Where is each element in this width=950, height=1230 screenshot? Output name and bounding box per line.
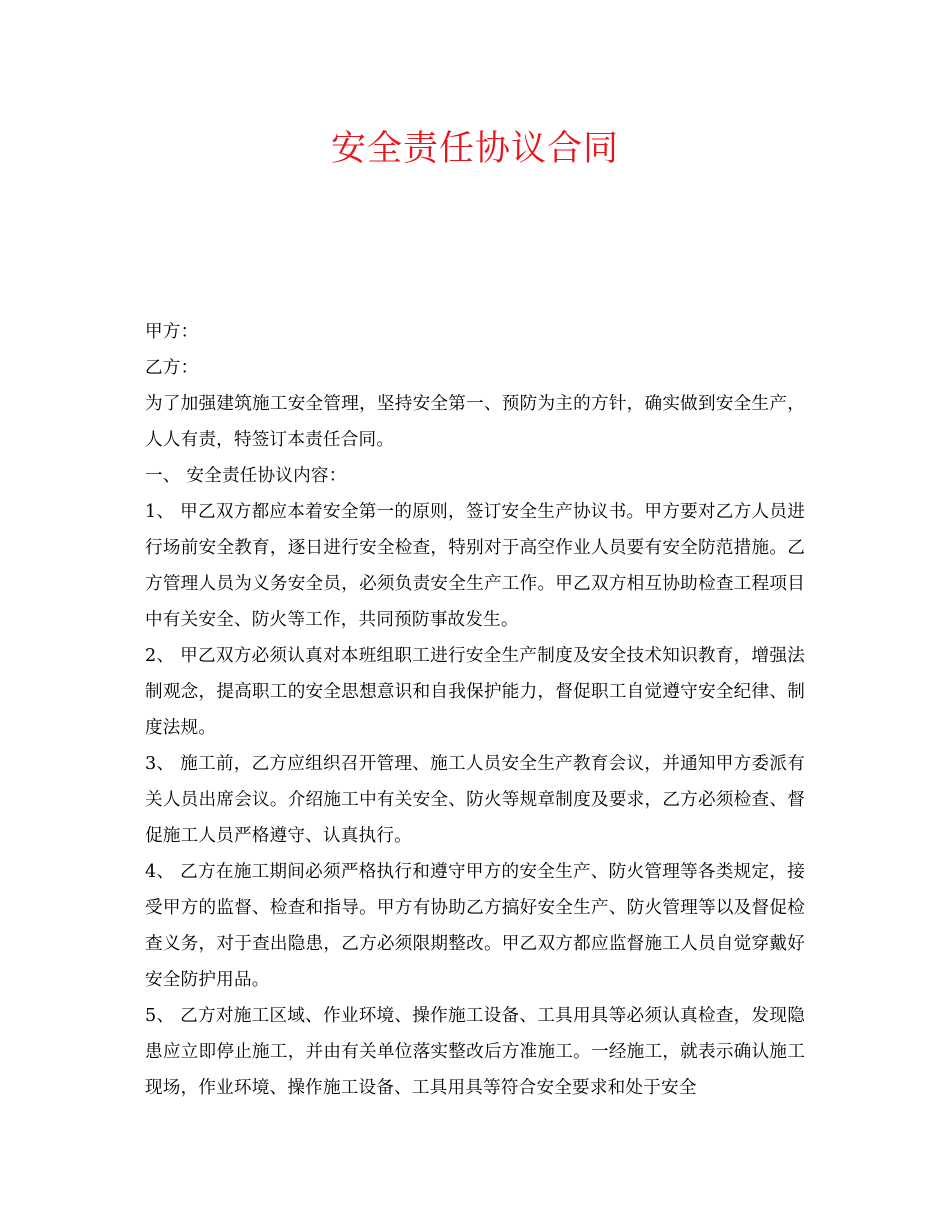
clause-1: 1、 甲乙双方都应本着安全第一的原则，签订安全生产协议书。甲方要对乙方人员进行场前安全教育，逐日进行安全检查，特别对于高空作业人员要有安全防范措施。乙方管理人员为义务安全员，必须负责安全生产工作。甲乙双方相互协助检查工程项目中有关安全、防火等工作，共同预防事故发生。 [145, 502, 805, 630]
party-a-line: 甲方： [145, 322, 199, 342]
document-title: 安全责任协议合同 [330, 129, 619, 169]
party-b-line: 乙方： [145, 358, 199, 378]
clause-2: 2、 甲乙双方必须认真对本班组职工进行安全生产制度及安全技术知识教育，增强法制观念，提高职工的安全思想意识和自我保护能力，督促职工自觉遵守安全纪律、制度法规。 [145, 646, 805, 738]
clause-4: 4、 乙方在施工期间必须严格执行和遵守甲方的安全生产、防火管理等各类规定，接受甲方的监督、检查和指导。甲方有协助乙方搞好安全生产、防火管理等以及督促检查义务，对于查出隐患，乙方必须限期整改。甲乙双方都应监督施工人员自觉穿戴好安全防护用品。 [145, 862, 805, 990]
document-body [145, 314, 805, 1106]
section-heading: 一、 安全责任协议内容： [145, 466, 347, 486]
clause-3: 3、 施工前，乙方应组织召开管理、施工人员安全生产教育会议，并通知甲方委派有关人员出席会议。介绍施工中有关安全、防火等规章制度及要求，乙方必须检查、督促施工人员严格遵守、认真执行。 [145, 754, 805, 846]
preamble-paragraph: 为了加强建筑施工安全管理，坚持安全第一、预防为主的方针，确实做到安全生产，人人有责，特签订本责任合同。 [145, 394, 805, 450]
clause-5: 5、 乙方对施工区域、作业环境、操作施工设备、工具用具等必须认真检查，发现隐患应立即停止施工，并由有关单位落实整改后方准施工。一经施工，就表示确认施工现场，作业环境、操作施工设备、工具用具等符合安全要求和处于安全 [145, 1006, 805, 1098]
